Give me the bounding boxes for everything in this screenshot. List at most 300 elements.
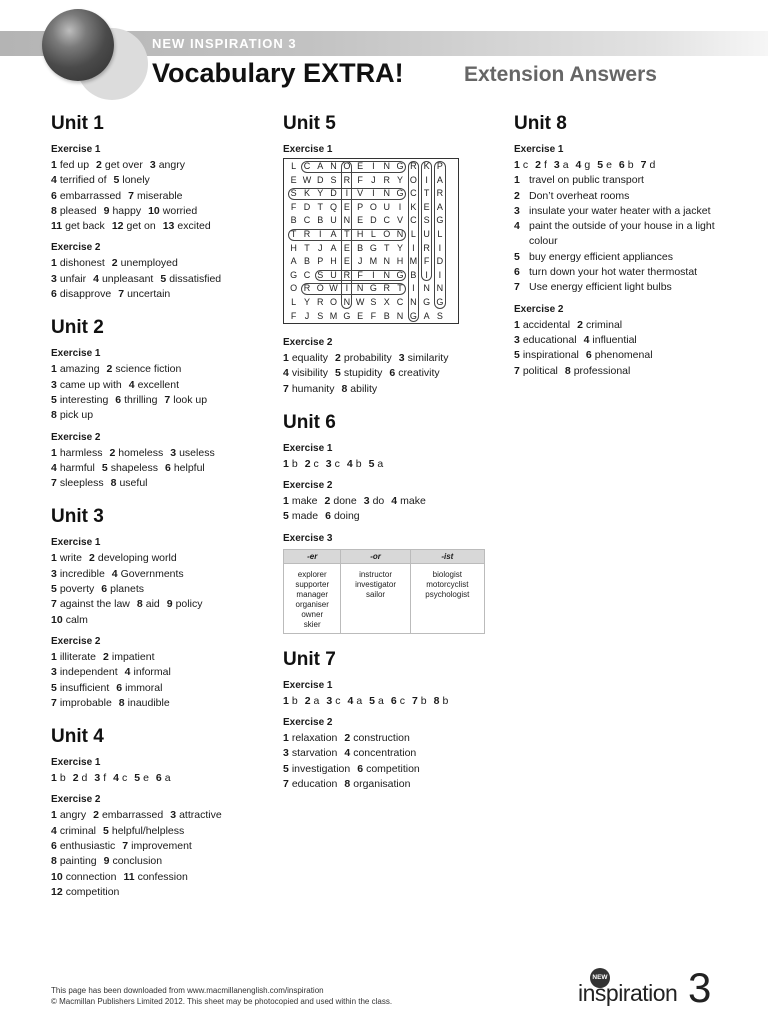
answer-item (514, 349, 579, 361)
answer-number: 10 (51, 613, 63, 626)
grid-letter: S (330, 174, 337, 185)
answer-number: 13 (162, 220, 175, 233)
suffix-word: biologist (432, 569, 462, 579)
grid-letter: R (316, 296, 324, 307)
new-badge-icon: NEW (590, 968, 610, 988)
suffix-word: instructor (359, 569, 392, 579)
answer-text: thrilling (124, 393, 158, 406)
answer-text: criminal (585, 318, 623, 331)
answer-text: connection (65, 870, 117, 883)
answer-number: 4 (128, 378, 135, 391)
answer-lines (51, 256, 271, 302)
grid-letter: H (290, 242, 297, 253)
answer-text: c (399, 694, 405, 707)
grid-letter: R (436, 188, 444, 199)
answer-lines (283, 457, 503, 472)
answer-number: 5 (369, 694, 375, 707)
answer-item (325, 495, 357, 507)
answer-item (283, 695, 298, 707)
answer-item (335, 367, 382, 379)
answer-text: aid (145, 598, 160, 611)
answer-item (163, 220, 211, 232)
answer-number: 4 (346, 457, 353, 470)
grid-letter: A (423, 310, 430, 321)
answer-number: 2 (344, 732, 351, 745)
answer-number: 8 (118, 696, 125, 709)
answer-line (514, 333, 734, 348)
answer-number: 7 (51, 696, 57, 709)
answer-item (116, 682, 162, 694)
answer-item (101, 583, 144, 595)
answer-number: 1 (51, 809, 57, 822)
answer-number: 2 (103, 650, 109, 663)
grid-letter: W (302, 174, 312, 185)
answer-item (170, 447, 214, 459)
answer-number: 7 (51, 598, 57, 611)
grid-letter: T (344, 228, 350, 239)
answer-lines (51, 551, 271, 627)
answer-text: unemployed (120, 257, 178, 270)
grid-letter: D (303, 201, 311, 212)
exercise-title: Exercise 2 (283, 717, 333, 729)
list-item (514, 189, 734, 204)
answer-number: 8 (564, 364, 571, 377)
answer-number: 4 (51, 824, 57, 837)
answer-line (51, 461, 271, 476)
list-number: 4 (514, 220, 520, 233)
grid-letter: X (383, 296, 390, 307)
answer-lines (51, 771, 271, 786)
answer-item (167, 598, 203, 610)
answer-number: 1 (51, 650, 57, 663)
answer-line (51, 597, 271, 612)
grid-letter: L (437, 228, 443, 239)
answer-text: get on (126, 220, 156, 233)
answer-text: d (649, 159, 656, 171)
answer-text: humanity (291, 382, 335, 395)
answer-number: 4 (347, 694, 354, 707)
answer-line (51, 839, 271, 854)
answer-line (51, 650, 271, 665)
answer-item (641, 159, 656, 171)
answer-number: 6 (101, 583, 108, 596)
answer-item (283, 778, 337, 790)
answer-text: insufficient (59, 681, 110, 694)
answer-text: g (584, 159, 591, 171)
answer-item (341, 383, 377, 395)
answer-number: 4 (113, 772, 119, 785)
answer-item (165, 462, 205, 474)
grid-letter: R (303, 228, 311, 239)
answer-item (535, 159, 547, 171)
grid-letter: O (383, 228, 391, 239)
answer-item (170, 809, 221, 821)
exercise-title: Exercise 2 (51, 794, 101, 806)
answer-number: 1 (283, 732, 289, 745)
answer-item (51, 697, 112, 709)
grid-letter: T (290, 228, 297, 239)
answer-item (357, 763, 420, 775)
grid-letter: O (330, 296, 338, 307)
answer-item (51, 614, 88, 626)
answer-lines (51, 362, 271, 423)
answer-number: 9 (166, 598, 173, 611)
grid-letter: N (423, 283, 430, 294)
grid-letter: Q (330, 201, 338, 212)
answer-number: 4 (51, 174, 57, 187)
answer-number: 4 (575, 159, 582, 171)
answer-number: 2 (93, 809, 99, 822)
grid-letter: S (317, 269, 324, 280)
answer-line (51, 613, 271, 628)
list-number: 3 (514, 204, 520, 217)
inspiration-logo (578, 966, 728, 1012)
answer-number: 4 (124, 666, 131, 679)
exercise-title: Exercise 3 (283, 532, 333, 544)
answer-text: a (562, 159, 569, 171)
answer-item (51, 552, 82, 564)
answer-item (125, 666, 171, 678)
answer-text: political (522, 364, 558, 377)
answer-line (51, 446, 271, 461)
answer-text: ability (350, 382, 378, 395)
exercise-title: Exercise 2 (514, 303, 564, 315)
answer-number: 1 (51, 363, 57, 376)
answer-number: 8 (51, 204, 57, 217)
answer-line (51, 219, 271, 234)
answer-text: against the law (59, 598, 130, 611)
answer-text: informal (133, 666, 171, 679)
answer-item (103, 825, 184, 837)
answer-item (102, 462, 158, 474)
answer-number: 5 (368, 457, 375, 470)
answer-item (109, 447, 163, 459)
answer-number: 5 (160, 272, 167, 285)
grid-letter: G (290, 269, 298, 280)
grid-letter: F (357, 269, 363, 280)
answer-text: a (377, 457, 384, 470)
answer-item (619, 159, 634, 171)
answer-text: b (420, 694, 427, 707)
grid-letter: P (357, 201, 364, 212)
answer-item (164, 394, 207, 406)
grid-letter: H (356, 228, 364, 239)
exercise (51, 793, 271, 900)
answer-text: a (378, 694, 384, 707)
logo-level-number: 3 (688, 964, 712, 1011)
answer-line (283, 694, 503, 709)
answer-item (344, 747, 416, 759)
list-text: turn down your hot water thermostat (529, 266, 698, 279)
footer-notice (51, 985, 392, 1007)
unit-title: Unit 7 (283, 648, 336, 670)
answer-number: 7 (411, 694, 418, 707)
grid-row (287, 296, 447, 310)
grid-letter: O (409, 174, 417, 185)
answer-item (137, 598, 160, 610)
answer-lines (514, 318, 734, 379)
answer-item (112, 220, 156, 232)
exercise (283, 336, 503, 397)
suffix-word: manager (296, 589, 328, 599)
answer-text: science fiction (115, 363, 182, 376)
answer-number: 5 (51, 583, 57, 596)
answer-text: relaxation (291, 732, 338, 745)
answer-number: 5 (51, 393, 57, 406)
exercise-title: Exercise 1 (283, 144, 333, 155)
grid-letter: R (410, 161, 417, 171)
answer-number: 3 (51, 378, 57, 391)
answer-item (51, 568, 105, 580)
grid-letter: N (343, 215, 351, 226)
answer-text: c (335, 694, 341, 707)
grid-letter: G (409, 310, 417, 321)
answer-number: 11 (123, 870, 135, 883)
answer-number: 4 (283, 367, 289, 380)
answer-item (586, 349, 653, 361)
column-middle (283, 112, 503, 806)
grid-letter: A (436, 201, 443, 212)
answer-item (51, 174, 107, 186)
answer-text: b (291, 457, 298, 470)
grid-letter: C (303, 161, 311, 171)
answer-number: 2 (72, 772, 79, 785)
grid-letter: G (436, 215, 444, 226)
answer-line (51, 582, 271, 597)
found-word-ring (301, 283, 405, 295)
answer-item (434, 695, 449, 707)
answer-item (344, 732, 409, 744)
suffix-cell-er (284, 563, 341, 633)
answer-item (577, 319, 622, 331)
answer-number: 3 (363, 495, 370, 508)
grid-letter: R (303, 283, 311, 294)
answer-number: 2 (535, 159, 541, 171)
answer-item (51, 651, 96, 663)
answer-item (51, 772, 66, 784)
answer-number: 8 (110, 477, 117, 490)
grid-letter: I (425, 174, 428, 185)
answer-text: helpful (173, 461, 205, 474)
unit-title: Unit 6 (283, 411, 336, 433)
answer-item (118, 288, 170, 300)
exercise (514, 303, 734, 379)
answer-text: make (291, 495, 318, 508)
exercise (51, 431, 271, 492)
answer-number: 1 (283, 457, 289, 470)
answer-text: enthusiastic (59, 840, 116, 853)
list-item (514, 204, 734, 219)
answer-item (514, 365, 558, 377)
answer-line (51, 362, 271, 377)
grid-letter: E (423, 201, 430, 212)
answer-text: impatient (111, 650, 155, 663)
answer-item (412, 695, 427, 707)
answer-number: 1 (51, 772, 57, 785)
unit-7 (283, 648, 503, 792)
answer-text: make (400, 495, 426, 508)
answer-text: done (333, 495, 357, 508)
answer-item (554, 159, 569, 171)
column-left (51, 112, 271, 914)
list-text: travel on public transport (529, 174, 644, 187)
answer-line (51, 408, 271, 423)
answer-number: 8 (51, 855, 57, 868)
answer-text: unpleasant (101, 272, 154, 285)
answer-text: inspirational (522, 349, 579, 362)
grid-letter: E (343, 242, 350, 253)
answer-item (305, 695, 320, 707)
answer-text: b (442, 694, 449, 707)
answer-number: 7 (164, 393, 171, 406)
grid-letter: I (372, 161, 375, 171)
answer-number: 7 (283, 777, 289, 790)
answer-text: inaudible (127, 696, 170, 709)
answer-text: pick up (59, 409, 94, 422)
answer-number: 10 (148, 204, 160, 217)
suffix-word: sailor (365, 589, 386, 599)
found-word-ring (421, 161, 432, 281)
exercise (514, 143, 734, 296)
answer-item (391, 495, 426, 507)
answer-text: developing world (97, 552, 177, 565)
answer-item (93, 809, 163, 821)
list-item (514, 219, 734, 250)
answer-number: 12 (51, 885, 63, 898)
answer-line (283, 777, 503, 792)
answer-text: equality (291, 352, 329, 364)
answer-line (51, 681, 271, 696)
answer-number: 4 (583, 333, 590, 346)
exercise (51, 536, 271, 627)
answer-text: worried (162, 204, 198, 217)
grid-letter: K (410, 201, 417, 212)
answer-item (283, 352, 328, 364)
grid-letter: K (303, 188, 310, 199)
exercise (283, 679, 503, 709)
footer-download-line: This page has been downloaded from www.macmillanenglish.com/inspiration (51, 986, 324, 995)
unit-4 (51, 725, 271, 900)
list-number: 7 (514, 281, 520, 294)
answer-number: 3 (51, 567, 57, 580)
answer-text: get back (65, 220, 105, 233)
list-item (514, 280, 734, 295)
answer-item (51, 840, 115, 852)
answer-number: 3 (51, 272, 57, 285)
answer-text: dishonest (59, 257, 105, 270)
answer-number: 6 (164, 461, 171, 474)
answer-number: 5 (101, 461, 108, 474)
logo-wordmark: inspiration (578, 980, 678, 1006)
grid-letter: G (396, 188, 404, 199)
grid-letter: C (303, 269, 311, 280)
answer-number: 3 (149, 159, 156, 171)
answer-text: fed up (59, 159, 90, 171)
grid-letter: J (357, 256, 363, 267)
grid-letter: G (396, 161, 404, 171)
answer-number: 2 (109, 446, 116, 459)
answer-text: attractive (179, 809, 222, 822)
answer-item (326, 458, 340, 470)
exercise (283, 143, 503, 324)
answer-text: shapeless (110, 461, 158, 474)
grid-letter: Y (397, 242, 404, 253)
answer-number: 7 (640, 159, 647, 171)
found-word-ring (341, 161, 352, 309)
answer-line (51, 870, 271, 885)
answer-item (283, 495, 318, 507)
answer-line (51, 287, 271, 302)
answer-item (283, 510, 318, 522)
answer-number: 2 (577, 318, 583, 331)
answer-text: f (103, 772, 107, 785)
grid-letter: I (345, 188, 349, 199)
grid-letter: L (291, 296, 297, 307)
grid-letter: H (396, 256, 404, 267)
answer-number: 8 (136, 598, 143, 611)
exercise (51, 347, 271, 423)
answer-number: 5 (134, 772, 141, 785)
answer-text: incredible (59, 567, 105, 580)
answer-number: 4 (93, 272, 99, 285)
answer-item (51, 462, 95, 474)
answer-line (283, 457, 503, 472)
grid-letter: F (290, 310, 297, 321)
answer-item (565, 365, 630, 377)
answer-item (347, 458, 362, 470)
answer-number: 6 (155, 772, 162, 785)
grid-letter: N (436, 283, 444, 294)
grid-letter: S (317, 310, 324, 321)
answer-text: calm (65, 613, 88, 626)
answer-text: investigation (291, 762, 351, 775)
grid-letter: G (423, 296, 431, 307)
grid-letter: A (330, 228, 337, 239)
grid-letter: B (290, 215, 297, 226)
answer-line (51, 272, 271, 287)
exercise-title: Exercise 1 (514, 144, 564, 155)
suffix-word: supporter (295, 579, 330, 589)
grid-letter: Y (303, 296, 310, 307)
unit-title: Unit 3 (51, 506, 104, 528)
answer-number: 1 (283, 495, 289, 508)
answer-item (93, 273, 153, 285)
answer-item (51, 159, 89, 171)
grid-letter: T (317, 201, 323, 212)
answer-number: 5 (113, 174, 120, 187)
answer-item (112, 568, 184, 580)
grid-letter: M (409, 256, 418, 267)
grid-letter: T (383, 242, 390, 253)
answer-item (325, 510, 360, 522)
answer-item (391, 695, 405, 707)
answer-line (51, 854, 271, 869)
answer-item (89, 552, 177, 564)
grid-letter: A (317, 161, 324, 171)
answer-item (51, 288, 111, 300)
series-title: NEW INSPIRATION 3 (152, 36, 297, 51)
grid-letter: H (330, 256, 337, 267)
answer-text: homeless (118, 446, 164, 459)
answer-line (51, 378, 271, 393)
answer-line (514, 318, 734, 333)
grid-row (287, 310, 447, 324)
grid-letter: N (383, 161, 390, 171)
answer-line (51, 158, 271, 173)
answer-number: 3 (283, 747, 289, 760)
answer-line (51, 476, 271, 491)
answer-line (51, 665, 271, 680)
